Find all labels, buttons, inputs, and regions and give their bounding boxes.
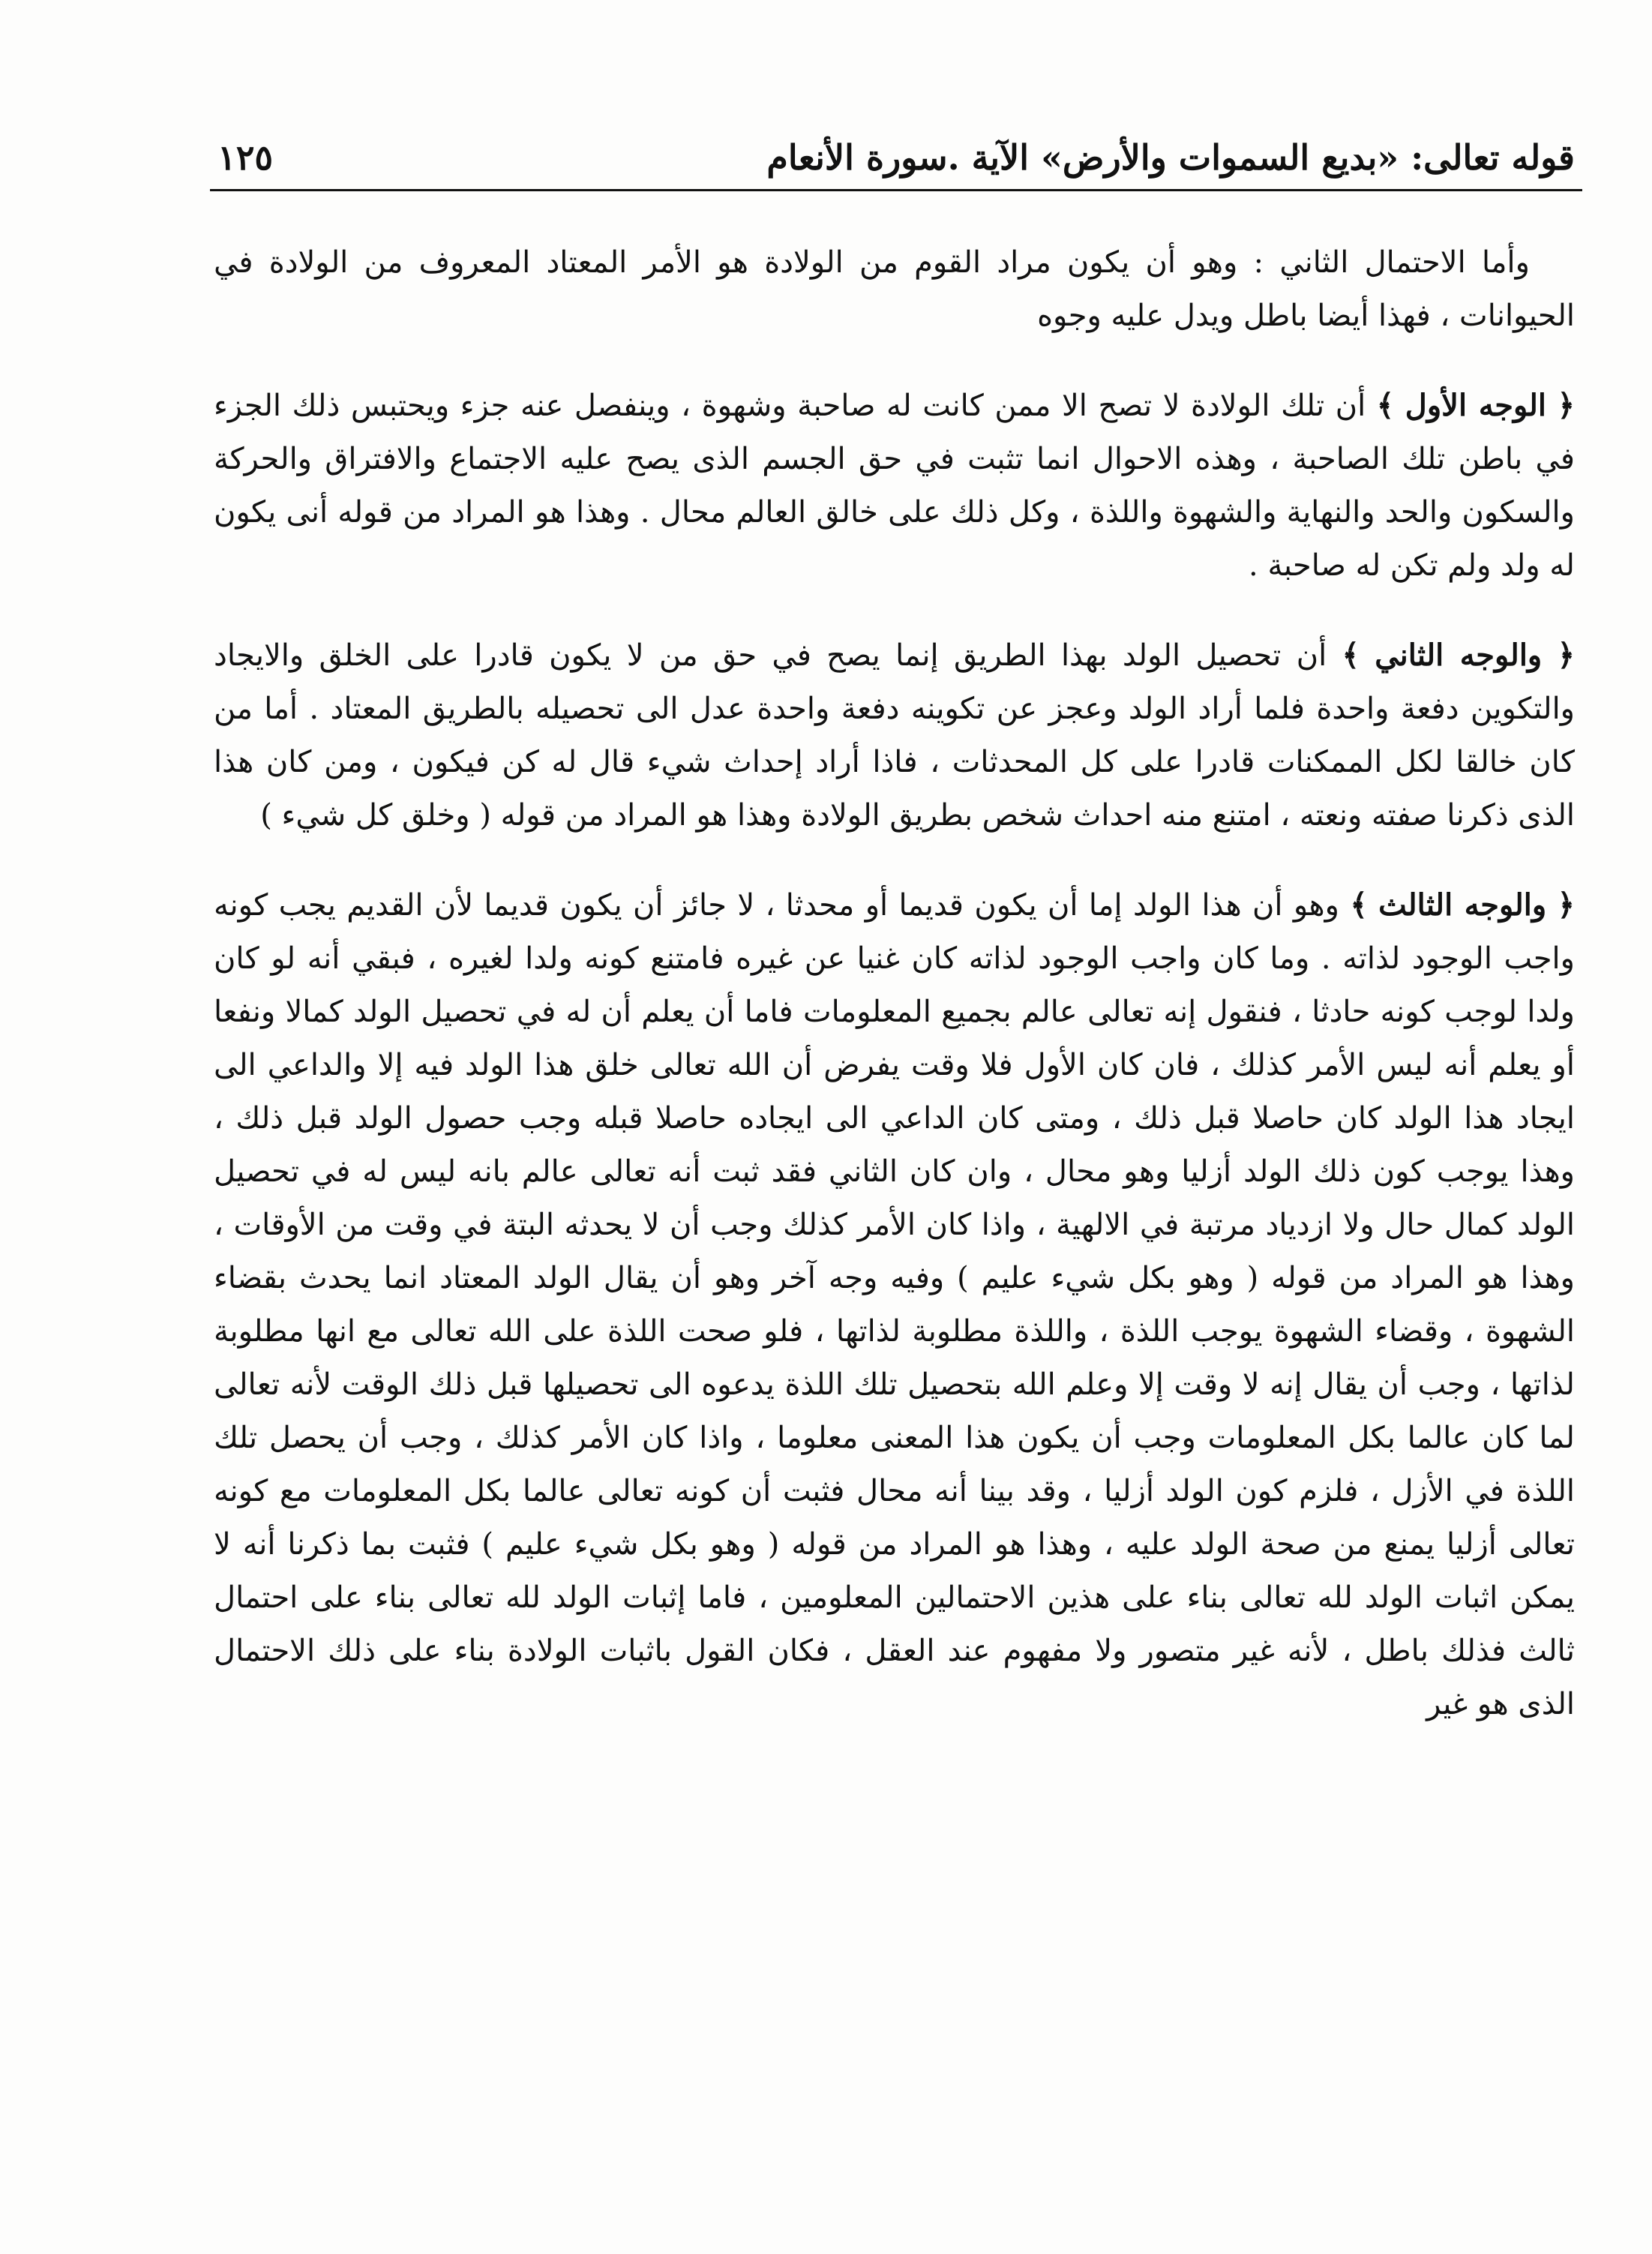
heading-close-bracket: ﴾ (1342, 638, 1360, 673)
heading-close-bracket: ﴾ (1376, 388, 1395, 423)
paragraph-intro (214, 236, 1575, 343)
header-divider (210, 189, 1582, 191)
section-heading: والوجه الثالث (1378, 887, 1547, 923)
section-heading: الوجه الأول (1405, 388, 1547, 423)
paragraph-text: وأما الاحتمال الثاني : وهو أن يكون مراد القوم من الولادة هو الأمر المعتاد المعروف من الولادة في الحيوانات ، فهذا أيضا باطل ويدل عليه وجوه (214, 245, 1575, 333)
paragraph-third-aspect (214, 878, 1575, 1731)
heading-close-bracket: ﴾ (1350, 887, 1368, 923)
running-header (217, 128, 1575, 188)
heading-open-bracket: ﴿ (1557, 638, 1575, 673)
paragraph-text: وهو أن هذا الولد إما أن يكون قديما أو محدثا ، لا جائز أن يكون قديما لأن القديم يجب كونه واجب الوجود لذاته . وما كان واجب الوجود لذاته كان غنيا عن غيره فامتنع كونه ولدا لغيره ، فبقي أنه لو كان ولدا لوجب كونه حادثا ، فنقول إنه تعالى عالم بجميع المعلومات فاما أن يعلم أن له في تحصيل الولد كمالا ونفعا أو يعلم أنه ليس الأمر كذلك ، فان كان الأول فلا وقت يفرض أن الله تعالى خلق هذا الولد فيه إلا والداعي الى ايجاد هذا الولد كان حاصلا قبل ذلك ، ومتى كان الداعي الى ايجاده حاصلا قبله وجب حصول الولد قبل ذلك ، وهذا يوجب كون ذلك الولد أزليا وهو محال ، وان كان الثاني فقد ثبت أنه تعالى عالم بانه ليس له في تحصيل الولد كمال حال ولا ازدياد مرتبة في الالهية ، واذا كان الأمر كذلك وجب أن لا يحدثه البتة في وقت من الأوقات ، وهذا هو المراد من قوله ( وهو بكل شيء عليم ) وفيه وجه آخر وهو أن يقال الولد المعتاد انما يحدث بقضاء الشهوة ، وقضاء الشهوة يوجب اللذة ، واللذة مطلوبة لذاتها ، فلو صحت اللذة على الله تعالى مع انها مطلوبة لذاتها ، وجب أن يقال إنه لا وقت إلا وعلم الله بتحصيل تلك اللذة يدعوه الى تحصيلها قبل ذلك الوقت لأنه تعالى لما كان عالما بكل المعلومات وجب أن يكون هذا المعنى معلوما ، واذا كان الأمر كذلك ، وجب أن يحصل تلك اللذة في الأزل ، فلزم كون الولد أزليا ، وقد بينا أنه محال فثبت أن كونه تعالى عالما بكل المعلومات مع كونه تعالى أزليا يمنع من صحة الولد عليه ، وهذا هو المراد من قوله ( وهو بكل شيء عليم ) فثبت بما ذكرنا أنه لا يمكن اثبات الولد لله تعالى بناء على هذين الاحتمالين المعلومين ، فاما إثبات الولد لله تعالى بناء على احتمال ثالث فذلك باطل ، لأنه غير متصور ولا مفهوم عند العقل ، فكان القول باثبات الولادة بناء على ذلك الاحتمال الذى هو غير (214, 888, 1576, 1721)
paragraph-second-aspect (214, 629, 1575, 842)
page-number: ١٢٥ (217, 137, 274, 178)
header-title: قوله تعالى: «بديع السموات والأرض» الآية .سورة الأنعام (766, 137, 1575, 178)
body-text (214, 236, 1575, 1731)
paragraph-first-aspect (214, 379, 1575, 593)
section-heading: والوجه الثاني (1375, 638, 1543, 673)
paragraph-text: أن تلك الولادة لا تصح الا ممن كانت له صاحبة وشهوة ، وينفصل عنه جزء ويحتبس ذلك الجزء في باطن تلك الصاحبة ، وهذه الاحوال انما تثبت في حق الجسم الذى يصح عليه الاجتماع والافتراق والحركة والسكون والحد والنهاية والشهوة واللذة ، وكل ذلك على خالق العالم محال . وهذا هو المراد من قوله أنى يكون له ولد ولم تكن له صاحبة . (214, 389, 1575, 583)
paragraph-text: أن تحصيل الولد بهذا الطريق إنما يصح في حق من لا يكون قادرا على الخلق والايجاد والتكوين دفعة واحدة فلما أراد الولد وعجز عن تكوينه دفعة واحدة عدل الى تحصيله بالطريق المعتاد . أما من كان خالقا لكل الممكنات قادرا على كل المحدثات ، فاذا أراد إحداث شيء قال له كن فيكون ، ومن كان هذا الذى ذكرنا صفته ونعته ، امتنع منه احداث شخص بطريق الولادة وهذا هو المراد من قوله ( وخلق كل شيء ) (214, 638, 1575, 833)
heading-open-bracket: ﴿ (1557, 887, 1576, 923)
heading-open-bracket: ﴿ (1557, 388, 1576, 423)
